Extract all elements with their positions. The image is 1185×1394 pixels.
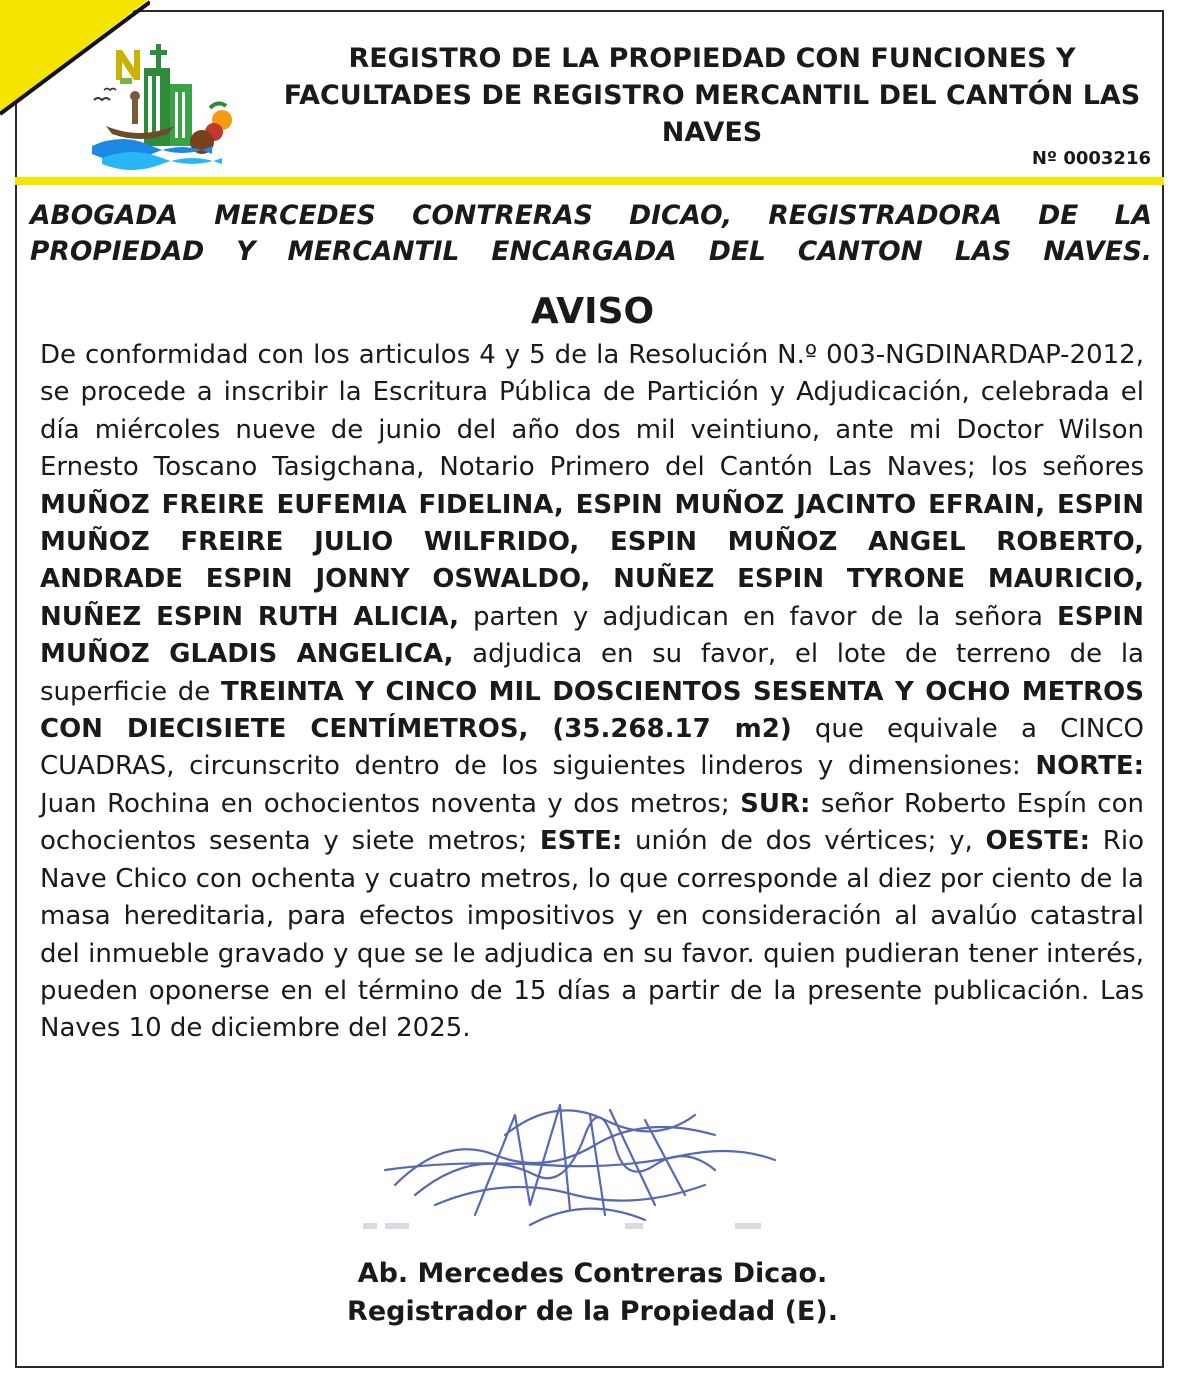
yellow-divider [15, 177, 1164, 185]
owners-names: MUÑOZ FREIRE EUFEMIA FIDELINA, ESPIN MUÑOZ JACINTO EFRAIN, ESPIN MUÑOZ FREIRE JULIO WILFRIDO, ESPIN MUÑOZ ANGEL ROBERTO, ANDRADE ESPIN JONNY OSWALDO, NUÑEZ ESPIN TYRONE MAURICIO, NUÑEZ ESPIN RUTH ALICIA, [40, 489, 1144, 632]
west-boundary: Rio Nave Chico con ochenta y cuatro metros, lo que corresponde al diez por ciento de la masa hereditaria, para efectos impositivos y en consideración al avalúo catastral del inmueble gravado y que se le adjudica en su favor. quien pudieran tener interés, pueden oponerse en el término de 15 días a partir de la presente publicación. Las Naves 10 de diciembre del 2025. [40, 826, 1144, 1044]
notice-heading: AVISO [530, 291, 655, 332]
notice-body [40, 337, 1144, 1048]
north-boundary: Juan Rochina en ochocientos noventa y dos metros; [40, 788, 741, 819]
south-boundary: señor Roberto Espín con ochocientos sesenta y siete metros; [40, 788, 1144, 857]
authority-heading: ABOGADA MERCEDES CONTRERAS DICAO, REGISTRADORA DE LA PROPIEDAD Y MERCANTIL ENCARGADA DEL CANTON LAS NAVES. [30, 200, 1152, 267]
signer-name: Ab. Mercedes Contreras Dicao. [357, 1258, 828, 1289]
document-number: Nº 0003216 [1031, 148, 1151, 169]
registry-title: REGISTRO DE LA PROPIEDAD CON FUNCIONES Y FACULTADES DE REGISTRO MERCANTIL DEL CANTÓN LAS NAVES [283, 43, 1141, 148]
signature-icon [355, 1075, 795, 1240]
notice-text: adjudica en su favor, el lote de terreno de la superficie de [40, 639, 1144, 707]
south-label: SUR: [740, 788, 811, 819]
las-naves-logo-icon [82, 28, 240, 178]
land-area: TREINTA Y CINCO MIL DOSCIENTOS SESENTA Y OCHO METROS CON DIECISIETE CENTÍMETROS, (35.268.17 m2) [40, 676, 1144, 745]
east-label: ESTE: [539, 826, 623, 857]
notice-text: que equivale a CINCO CUADRAS, circunscrito dentro de los siguientes linderos y dimensiones: [40, 714, 1144, 782]
notice-text: De conformidad con los articulos 4 y 5 de la Resolución N.º 003-NGDINARDAP-2012, se procede a inscribir la Escritura Pública de Partición y Adjudicación, celebrada el día miércoles nueve de junio del año dos mil veintiuno, ante mi Doctor Wilson Ernesto Toscano Tasigchana, Notario Primero del Cantón Las Naves; los señores [40, 340, 1144, 483]
signer-role: Registrador de la Propiedad (E). [347, 1296, 838, 1327]
notice-text: parten y adjudican en favor de la señora [458, 601, 1058, 632]
west-label: OESTE: [985, 826, 1091, 857]
north-label: NORTE: [1035, 751, 1144, 782]
beneficiary-name: ESPIN MUÑOZ GLADIS ANGELICA, [40, 601, 1144, 670]
east-boundary: unión de dos vértices; y, [622, 826, 986, 857]
